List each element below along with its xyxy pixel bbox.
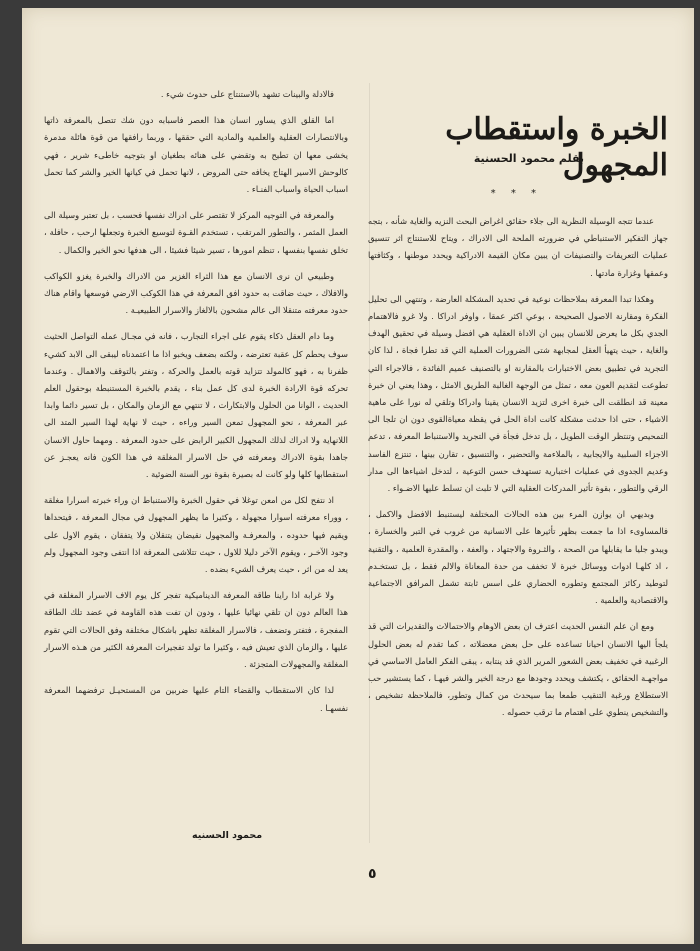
paragraph: لذا كان الاستقطاب والقضاء التام عليها ضربين من المستحيـل ترفضهما المعرفة نفسهـا .	[44, 685, 348, 713]
paragraph: عندما تتجه الوسيلة النظرية الى جلاء حقائق اغراض البحث النزيه والغاية شأنه ، بتجه جهاز التفكير الاستنباطي في ضرورته الملحة الى الادراك ، ويتاح للاستنتاج اثر تنسيق عمليات التعريفات والتصنيفات ان يبين مكان القيمة الادراكية ويحدد موطنها ، وكثافتها وعمقها وغزارة مادتها .	[368, 216, 668, 278]
paragraph: والمعرفة في التوجيه المركز لا تقتصر على ادراك نفسها فحسب ، بل تعتبر وسيلة الى العمل المثمر ، والتطور المرتقب ، تستخدم القـوة لتوسيع الخبرة وتجعلها ارحب ، حافلة ، تخلق نفسها بنفسها ، تنظم امورها ، تسير شيئا فشيئا ، الى هدفها نحو الخير والكمال .	[44, 210, 348, 255]
paragraph: وهكذا تبدا المعرفة بملاحظات نوعية في تحديد المشكلة العارضة ، وتنتهي الى تحليل الفكرة ومقارنة الاصول الصحيحة ، بوعي اكثر عمقا ، واوفر ادراكا . ولا غرو فالاهتمام الجدي بكل ما يعرض للانسان يبين ان الاداة العقلية هي افضل وسيلة في تحقيق الهدف والغاية ، حيث يتهيأ العقل لمجابهة شتى الضرورات العملية التي قد تطرا فجاة ، لذا كان التجريد في تطبيق بعض الاختبارات بالمقارنة او بالتصنيف عميم الفائدة ، فالاجراء التي تطوعت لتقديم العون معه ، تمثل من الوجهة الغالبة الطريق الامثل ، وهذا يعني ان خبرة معينة قد انطلقت الى خبرة اخرى لتزيد الانسان يقينا وادراكا وتلقي له نورا على ماهية الاشياء ، حتى اذا حدثت مشكلة كانت اداة الحل في يقظة معياةالقوى دون ان تلجا الى التمحيص وتنتظر الوقت الطويل ، بل تدخل فجأة في التجريد والاستنباط المعرفة ، تدعم الاجزاء السلبية والايجابية ، بالملاءمة والتحضير ، والتنسيق ، تقارن بينها ، تنتزع الفاسد وعديم الجدوى في عمليات اختبارية تستهدف حسن التوعية ، لتدخل اشياءها الى مدار الرقي والتطور ، بقوة تأثير المدركات العقلية التي لا تلبث ان تسلط عليها الاضـواء .	[368, 293, 668, 494]
left-column	[44, 86, 348, 726]
article-title: الخبرة واستقطاب المجهول	[445, 112, 668, 184]
right-column	[368, 213, 668, 731]
paragraph: وما دام العقل ذكاء يقوم على اجراء التجارب ، فانه في مجـال عمله التواصل الحثيث سوف يحطم كل عقبة تعترضه ، ولكنه بضعف ويخبو اذا ما اعتمدناه ليبقى الى الابد كشيء ظفرنا به ، فهو كالمولد تتزايد قوته بالعمل والحركة ، وتفتر بالتوقف والاهمال . وعندما تحركه قوة الارادة الخبرة لدى كل عمل بناء ، يقدم بالخبرة المستنبطة بوحقول العلم الحديث ، الوانا من الحلول والابتكارات ، لا تنتهي مع الزمان والمكان ، بل تسير دائما وابدا عبر المعرفة ، نحو المجهول تمعن السير وراءه ، حيث لا نهاية لهذا السير المتد الى اللانهاية ولا ادراك لذلك المجهول الكبير الرابض على حدود المعرفة . ومهما حاول الانسان جاهدا بقوة الادراك ومعرفته في حل الاسرار المغلقة في هذا الكون فانه يعجـز عن استقطابها كلها ولو كانت له بصيرة بقوة نور السنة الضوئية .	[44, 331, 348, 480]
paragraph: فالادلة والبينات تشهد بالاستنتاج على حدوث شيء .	[160, 89, 334, 99]
paragraph: اذ نتفح لكل من امعن توغلا في حقول الخبرة والاستنباط ان وراء خبرته اسرارا مغلقة ، ووراء معرفته اسوارا مجهولة ، وكثيرا ما يظهر المجهول في مجال المعرفة ، فيتحداها ويقيم فيها حدوده ، والمعرفـة والمجهول نقيضان يتنقلان ولا يتفقان ، يقوم الاول على وجود الآخـر ، ويقوم الآخر دليلا للاول ، حيث تتلاشى المعرفة اذا انتفى وجود المجهول ولم يعد له من اثر ، حيث يعرف الشيء بضده .	[44, 495, 348, 575]
paragraph: وبديهي ان يوازن المرء بين هذه الحالات المختلفة ليستنبط الافضل والاكمل ، فالمساوىء اذا ما جمعت بظهر تأثيرها على الانسانية من غروب في التبر والخسارة ، ويبدو جليا ما يقابلها من الصحة ، والثـروة والاجتهاد ، والعفة ، والمقدرة العلمية ، والتقنية ، اذ كلهـا ادوات ووسائل خبرة لا تخفف من حدة المعاناة والالم فقط ، بل تستخـدم لتوطيد ركائز المجتمع وتطوره الحضاري على اسس ثابتة تشمل المرافق الاجتماعية والاقتصادية والعلمية .	[368, 509, 668, 606]
magazine-page	[22, 8, 694, 944]
paragraph: ولا غرابة اذا راينا طاقة المعرفة الديناميكية تفجر كل يوم الاف الاسرار المغلقة في هذا العالم دون ان تلقي نهائيا عليها ، ودون ان تفت هذه القاومة في عضد تلك الطاقة المفجرة ، فتفتر وتضعف ، فالاسرار المغلقة تظهر باشكال مختلفة وفق الحالات التي تقوم عليها ، والزمان الذي تعيش فيه ، وكثيرا ما تولد تفجيرات المعرفة الكثير من هـذه الاسرار المغلقة والمجهولات المتجزئة .	[44, 590, 348, 670]
page-number: ٥	[368, 866, 377, 882]
section-stars: * * *	[490, 188, 542, 199]
paragraph: اما القلق الذي يساور انسان هذا العصر فاسبابه دون شك تتصل بالمعرفة ذاتها وبالانتصارات العقلية والعلمية والمادية التي حققها ، وربما رافقها من قوة هائلة مدمرة يخشى معها ان تطيح به وتقضي على هنائه بطغيان او بتوجيه خاطىء شرير ، فهي كالوحش الاسير الهتاج يخافه حتى المروض ، لانها تحمل في كيانها الخير والشر كما تحمل اسباب الحياة واسباب الفنـاء .	[44, 115, 348, 195]
paragraph: وطبيعي ان نرى الانسان مع هذا الثراء الغزير من الادراك والخبرة يغزو الكواكب والافلاك ، حيث ضاقت به حدود افق المعرفة في هذا الكوكب الارضي فوسعها واقام هناك حدود معرفته متنقلا الى عالم مشحون بالالغاز والاسرار الطبيعيـة .	[44, 270, 348, 316]
author-signature: محمود الحسنيه	[192, 830, 263, 841]
article-byline: بقلم محمود الحسنية	[473, 152, 584, 165]
paragraph: ومع ان علم النفس الحديث اعترف ان بعض الاوهام والاحتمالات والتقديرات التي قد يلجأ اليها الانسان احيانا تساعده على حل بعض معضلاته ، كما تقدم له بعض الحلول الرغبية في تخفيف بعض الشعور المرير الذي قد ينتابه ، يبقى الفكر العامل الاساسي في مواجهـة الحقائق ، يكتشف ويحدد وجودها مع درجة الخير والشر فيهـا ، كما يستشير حب الاستطلاع ورغبة التنقيب طمعا بما سيحدث من كمال وتطور، فالملاحظة تشخيص ، والتشخيص ينطوي على اهتمام ما ترقب حصوله .	[368, 621, 668, 718]
